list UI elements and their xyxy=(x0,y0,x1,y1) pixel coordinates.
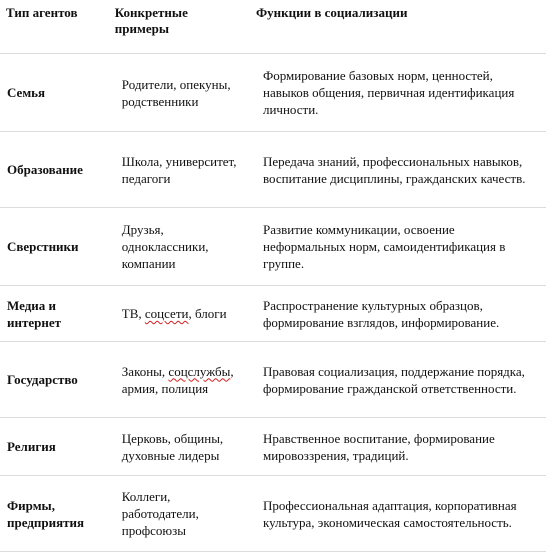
agent-cell: Государство xyxy=(0,342,109,418)
table-row xyxy=(0,286,546,342)
table-row xyxy=(0,476,546,552)
agent-cell: Образование xyxy=(0,132,109,208)
functions-cell: Развитие коммуникации, освоение неформальных норм, самоидентификация в группе. xyxy=(250,208,546,286)
examples-text: , армия, полиция xyxy=(121,363,234,396)
table-row xyxy=(0,208,546,286)
agent-cell: Медиа и интернет xyxy=(0,286,109,342)
functions-cell: Формирование базовых норм, ценностей, навыков общения, первичная идентификация личности. xyxy=(250,54,546,132)
table-row xyxy=(0,54,546,132)
examples-text: ТВ, xyxy=(121,306,145,321)
spellcheck-flagged-word[interactable]: соцсети xyxy=(144,306,189,321)
functions-cell: Распространение культурных образцов, формирование взглядов, информирование. xyxy=(250,286,546,342)
functions-cell: Правовая социализация, поддержание порядка, формирование гражданской ответственности. xyxy=(250,342,546,418)
agent-cell: Фирмы, предприятия xyxy=(0,476,109,552)
table-row xyxy=(0,132,546,208)
examples-text: , блоги xyxy=(188,306,227,321)
spellcheck-flagged-word[interactable]: соцслужбы xyxy=(168,363,231,379)
functions-cell: Профессиональная адаптация, корпоративная культура, экономическая самостоятельность. xyxy=(250,476,546,552)
examples-cell xyxy=(109,342,250,418)
table-row xyxy=(0,418,546,476)
functions-cell: Передача знаний, профессиональных навыков, воспитание дисциплины, гражданских качеств. xyxy=(250,132,546,208)
examples-cell: Школа, университет, педагоги xyxy=(109,132,250,208)
examples-cell: Церковь, общины, духовные лидеры xyxy=(109,418,250,476)
header-functions: Функции в социализации xyxy=(255,5,408,20)
table-header-row xyxy=(0,0,546,54)
agent-cell: Сверстники xyxy=(0,208,109,286)
examples-text: Законы, xyxy=(121,363,169,379)
agent-cell: Семья xyxy=(0,54,109,132)
table-row xyxy=(0,342,546,418)
functions-cell: Нравственное воспитание, формирование мировоззрения, традиций. xyxy=(250,418,546,476)
examples-cell xyxy=(109,286,250,342)
examples-cell: Друзья, одноклассники, компании xyxy=(109,208,250,286)
header-examples: Конкретные примеры xyxy=(114,5,188,36)
examples-cell: Родители, опекуны, родственники xyxy=(109,54,250,132)
agent-cell: Религия xyxy=(0,418,109,476)
header-agent-type: Тип агентов xyxy=(6,5,78,20)
examples-cell: Коллеги, работодатели, профсоюзы xyxy=(109,476,250,552)
